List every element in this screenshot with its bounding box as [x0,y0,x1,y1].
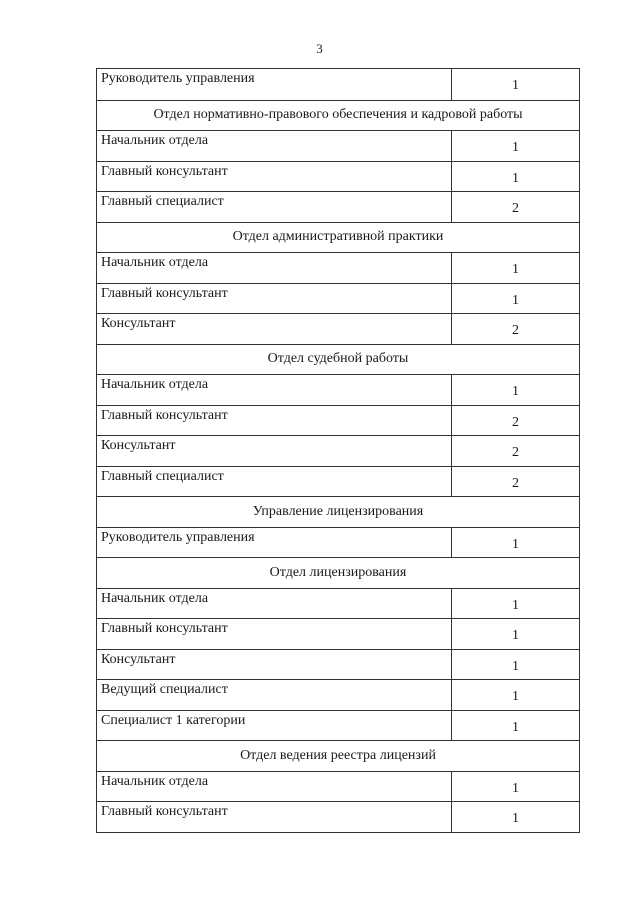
position-row [97,527,579,558]
section-title: Отдел судебной работы [267,351,409,367]
staff-count: 1 [451,528,579,558]
staff-count: 1 [451,802,579,832]
position-title: Консультант [101,316,176,331]
section-title: Отдел административной практики [232,229,444,245]
staff-count: 1 [451,375,579,405]
staff-count: 1 [451,619,579,649]
position-row [97,161,579,192]
position-row [97,69,579,100]
staff-count: 2 [451,406,579,436]
position-row [97,405,579,436]
position-row [97,801,579,832]
section-title: Отдел лицензирования [269,564,407,580]
position-title: Начальник отдела [101,133,209,148]
position-title: Начальник отдела [101,773,209,789]
position-row [97,466,579,497]
position-title: Начальник отдела [101,377,209,392]
position-title: Главный консультант [101,804,228,819]
section-header-row [97,344,579,375]
position-row [97,283,579,314]
section-header-row [97,740,579,771]
position-title: Начальник отдела [101,590,209,606]
position-title: Консультант [101,651,176,667]
staff-count: 1 [451,253,579,283]
staff-count: 1 [451,711,579,741]
staff-count: 2 [451,192,579,222]
position-title: Главный консультант [101,163,228,179]
position-row [97,649,579,680]
position-row [97,435,579,466]
staff-count: 1 [451,650,579,680]
staff-count: 1 [451,680,579,710]
position-row [97,313,579,344]
section-header-row [97,496,579,527]
position-row [97,374,579,405]
position-title: Главный консультант [101,285,228,301]
staff-count: 1 [451,69,579,100]
staff-table [96,68,580,833]
position-row [97,618,579,649]
staff-count: 1 [451,131,579,161]
position-title: Руководитель управления [101,529,255,545]
position-title: Главный консультант [101,621,228,636]
position-row [97,679,579,710]
section-title: Отдел нормативно-правового обеспечения и кадровой работы [153,107,523,123]
position-title: Специалист 1 категории [101,712,246,728]
staff-count: 1 [451,162,579,192]
position-title: Начальник отдела [101,255,209,270]
section-title: Отдел ведения реестра лицензий [240,747,436,763]
page-number: 3 [316,41,323,56]
staff-count: 2 [451,436,579,466]
section-header-row [97,100,579,131]
position-title: Главный специалист [101,468,224,484]
position-title: Главный специалист [101,194,224,209]
section-title: Управление лицензирования [252,503,424,519]
position-row [97,710,579,741]
position-row [97,130,579,161]
staff-count: 2 [451,314,579,344]
position-title: Главный консультант [101,407,228,423]
position-title: Руководитель управления [101,71,255,86]
position-row [97,588,579,619]
staff-count: 2 [451,467,579,497]
position-title: Консультант [101,438,176,453]
staff-count: 1 [451,284,579,314]
staff-count: 1 [451,589,579,619]
section-header-row [97,222,579,253]
position-row [97,771,579,802]
staff-count: 1 [451,772,579,802]
position-row [97,191,579,222]
position-row [97,252,579,283]
section-header-row [97,557,579,588]
position-title: Ведущий специалист [101,682,228,697]
